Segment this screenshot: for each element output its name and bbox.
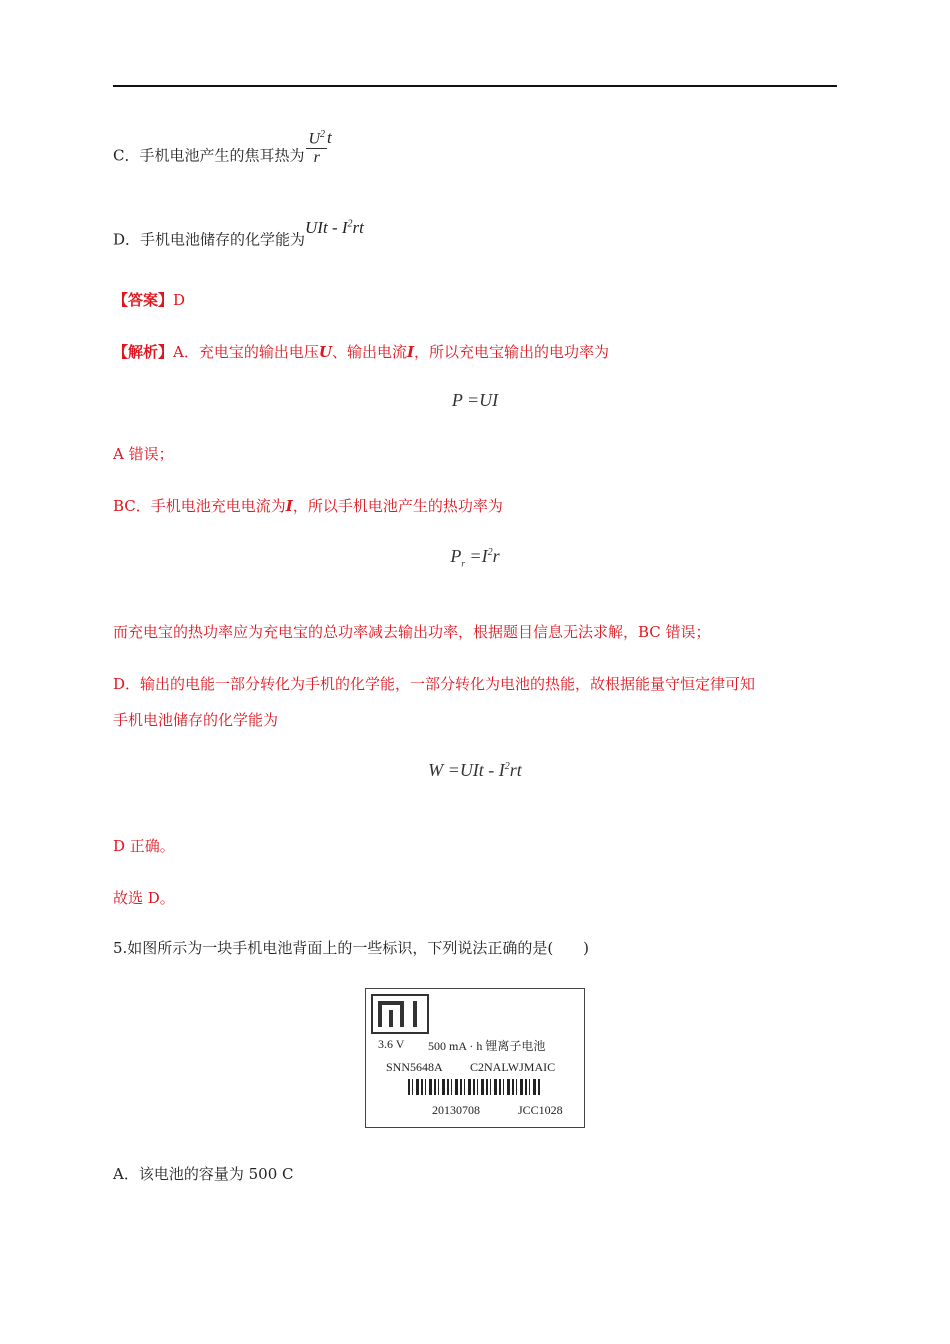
battery-label — [365, 988, 585, 1128]
frac-num: U — [308, 130, 321, 148]
p1-b: 、输出电流 — [331, 343, 407, 361]
date: 20130708 — [432, 1103, 480, 1117]
answer-label: 【答案】 — [113, 291, 174, 309]
option-c — [113, 127, 332, 177]
option-d-formula — [305, 218, 364, 237]
voltage: 3.6 V — [378, 1037, 405, 1051]
p1-u: U — [318, 343, 332, 361]
p3-i: I — [285, 497, 293, 515]
eq2-mid: =I — [464, 546, 488, 566]
p3-b: ，所以手机电池产生的热功率为 — [292, 497, 503, 515]
header-rule — [113, 85, 837, 87]
equation-2 — [0, 546, 950, 569]
equation-3 — [0, 760, 950, 781]
eq2-sup: 2 — [487, 547, 493, 558]
eq2-sub: r — [461, 558, 465, 569]
answer-value: D — [173, 291, 186, 309]
equation-1: P =UI — [451, 390, 499, 410]
fraction — [306, 126, 327, 167]
barcode — [408, 1079, 540, 1095]
formula-a: UIt - I — [305, 217, 348, 237]
analysis-p7: D 正确。 — [113, 837, 175, 855]
eq3-b: rt — [509, 760, 522, 780]
eq3-a: W =UIt - I — [428, 760, 505, 780]
formula-b: rt — [352, 217, 364, 237]
p1-a: A．充电宝的输出电压 — [173, 343, 319, 361]
frac-tail: t — [327, 127, 332, 147]
code-3: JCC1028 — [518, 1103, 563, 1117]
analysis-p6: 手机电池储存的化学能为 — [113, 711, 279, 729]
eq2-end: r — [492, 546, 500, 566]
analysis-label: 【解析】 — [113, 343, 174, 361]
mi-logo — [371, 994, 429, 1034]
analysis-p4: 而充电宝的热功率应为充电宝的总功率减去输出功率，根据题目信息无法求解，BC 错误； — [113, 623, 711, 641]
code-2: C2NALWJMAIC — [470, 1060, 556, 1074]
capacity: 500 mA · h 锂离子电池 — [428, 1039, 546, 1053]
p1-i: I — [406, 343, 414, 361]
option-c-text: C．手机电池产生的焦耳热为 — [113, 146, 305, 165]
frac-sup: 2 — [320, 129, 326, 140]
analysis-p5: D．输出的电能一部分转化为手机的化学能，一部分转化为电池的热能，故根据能量守恒定律可知 — [113, 675, 756, 693]
option-a5: A．该电池的容量为 500 C — [113, 1165, 294, 1183]
code-1: SNN5648A — [386, 1060, 443, 1074]
eq3-sup: 2 — [504, 761, 510, 772]
answer-line — [113, 290, 185, 310]
p3-a: BC．手机电池充电电流为 — [113, 497, 286, 515]
formula-sup: 2 — [347, 218, 353, 229]
analysis-p8: 故选 D。 — [113, 889, 175, 907]
question-5: 5.如图所示为一块手机电池背面上的一些标识，下列说法正确的是( ) — [113, 939, 590, 957]
analysis-p1 — [113, 342, 609, 362]
option-d-text: D．手机电池储存的化学能为 — [113, 230, 306, 249]
analysis-p3 — [113, 496, 503, 516]
p1-c: ，所以充电宝输出的电功率为 — [414, 343, 610, 361]
analysis-p2: A 错误； — [113, 445, 174, 463]
frac-den: r — [313, 149, 320, 167]
eq2-p: P — [450, 546, 462, 566]
option-d — [113, 217, 364, 250]
